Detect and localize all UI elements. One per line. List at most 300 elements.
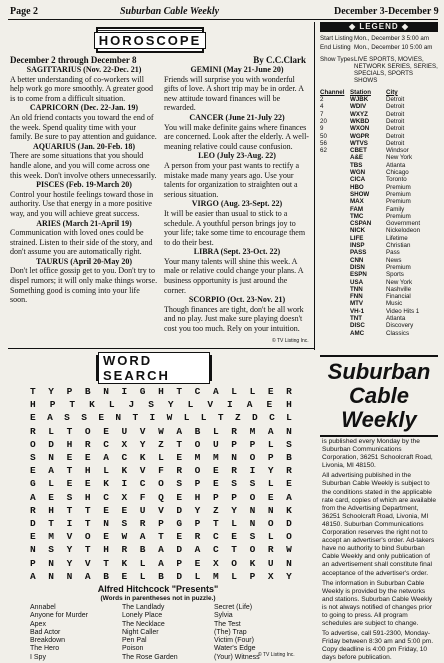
city-name: Financial [386, 293, 411, 301]
word-list-item: (Your) Witness [214, 653, 260, 661]
grid-letter: T [158, 531, 164, 543]
channel-number: 4 [320, 103, 324, 111]
grid-letter: G [176, 518, 183, 530]
legend-row [320, 300, 438, 307]
station-name: CNN [350, 256, 364, 264]
grid-letter: P [267, 452, 274, 464]
city-name: Discovery [386, 322, 414, 330]
city-name: Nashville [386, 285, 412, 293]
word-search-banner [96, 355, 212, 381]
grid-letter: U [212, 438, 219, 450]
channel-number [320, 176, 350, 183]
grid-letter: O [158, 478, 164, 490]
city-name: Premium [386, 212, 411, 220]
grid-letter: E [121, 570, 128, 582]
grid-letter: S [121, 518, 128, 530]
station-name: MTV [350, 300, 364, 308]
legend-row [320, 147, 438, 154]
channel-number: 20 [320, 117, 327, 125]
grid-letter: O [194, 465, 201, 477]
grid-letter: T [217, 412, 224, 424]
grid-letter: E [66, 452, 73, 464]
grid-letter: N [286, 425, 292, 437]
channel-number [320, 162, 350, 169]
grid-letter: T [212, 518, 219, 530]
grid-letter: L [139, 570, 146, 582]
word-list-item: Poison [122, 645, 144, 653]
zodiac-sign-heading: SCORPIO (Oct. 23-Nov. 21) [188, 295, 286, 305]
grid-letter: N [103, 386, 109, 397]
channel-number [320, 191, 350, 198]
logo-box [320, 355, 438, 437]
grid-letter: S [81, 412, 87, 424]
zodiac-sign-heading: LIBRA (Sept. 23-Oct. 22) [193, 247, 281, 257]
city-name: Nickelodeon [386, 227, 421, 235]
station-name: PASS [350, 249, 367, 257]
word-list-item: The Hero [30, 645, 60, 653]
grid-letter: E [48, 491, 54, 503]
grid-letter: A [246, 399, 253, 411]
grid-letter: T [84, 504, 91, 516]
grid-letter: L [231, 386, 237, 397]
word-list-item: Secret (Life) [214, 604, 253, 611]
grid-letter: O [249, 491, 256, 503]
grid-letter: E [231, 531, 237, 543]
horoscope-column-1 [10, 65, 158, 305]
grid-letter: K [103, 478, 109, 490]
grid-letter: L [200, 412, 207, 424]
grid-letter: B [84, 386, 91, 397]
grid-letter: P [158, 518, 164, 530]
city-name: News [386, 256, 402, 264]
grid-letter: A [47, 412, 53, 424]
word-search-title: Alfred Hitchcock "Presents" [97, 584, 219, 594]
grid-letter: A [30, 491, 36, 503]
start-label: Start Listing [320, 35, 353, 42]
grid-letter: I [66, 518, 73, 530]
grid-letter: A [103, 452, 109, 464]
legend-row [320, 176, 438, 183]
station-name: CBET [350, 147, 367, 155]
word-list-item: Annabel [30, 604, 56, 611]
city-name: Detroit [386, 125, 405, 133]
station-header: Station [350, 88, 371, 96]
grid-letter: E [212, 465, 219, 477]
grid-letter: E [194, 557, 201, 569]
station-name: INSP [350, 242, 365, 250]
grid-letter: D [252, 412, 258, 424]
grid-letter: N [231, 452, 237, 464]
channel-number [320, 198, 350, 205]
grid-letter: S [249, 531, 256, 543]
grid-letter: P [176, 557, 183, 569]
grid-letter: Y [231, 504, 237, 516]
word-list-item: Breakdown [30, 637, 66, 645]
grid-letter: T [176, 438, 183, 450]
station-name: TNN [350, 285, 363, 293]
grid-letter: P [30, 557, 36, 569]
grid-letter: K [249, 557, 256, 569]
zodiac-sign-text: Control your hostile feelings toward those in authority. Use that energy in a more positive way, and you will achieve great success. [10, 189, 154, 218]
city-name: Christian [386, 242, 411, 250]
grid-letter: C [194, 386, 201, 397]
grid-letter: B [158, 570, 164, 582]
grid-letter: L [286, 412, 292, 424]
channel-number [320, 271, 350, 278]
legend-row [320, 184, 438, 191]
grid-letter: Z [212, 504, 219, 516]
end-listing-row [320, 44, 438, 51]
legend-row [320, 264, 438, 271]
zodiac-sign-heading: CAPRICORN (Dec. 22-Jan. 19) [29, 103, 139, 113]
zodiac-sign-text: There are some situations that you should handle alone, and you will come across one this week. Don't involve others unnecessarily. [10, 151, 157, 180]
word-list-item: Night Caller [122, 628, 159, 636]
grid-letter: E [84, 452, 91, 464]
grid-row [30, 398, 292, 411]
grid-letter: V [84, 557, 91, 569]
grid-letter: F [158, 465, 164, 477]
channel-number [320, 286, 350, 293]
grid-letter: K [139, 452, 146, 464]
grid-letter: V [139, 465, 146, 477]
grid-letter: T [48, 518, 54, 530]
station-name: TMC [350, 212, 364, 220]
grid-letter: T [66, 504, 73, 516]
grid-letter: V [139, 425, 146, 437]
grid-letter: X [267, 570, 274, 582]
city-name: Pass [386, 249, 400, 257]
grid-letter: L [187, 399, 194, 411]
grid-letter: N [103, 518, 109, 530]
grid-letter: P [231, 438, 237, 450]
word-list-item: The Test [214, 620, 241, 628]
word-list-item: Sylvia [214, 612, 233, 620]
city-name: Windsor [386, 147, 409, 155]
grid-letter: B [286, 452, 292, 464]
grid-letter: S [286, 438, 292, 450]
station-name: AMC [350, 329, 365, 337]
zodiac-sign-heading: TAURUS (April 20-May 20) [35, 256, 133, 266]
station-name: HBO [350, 183, 364, 191]
grid-letter: W [158, 425, 164, 437]
city-name: Premium [386, 190, 411, 198]
word-list-item: Water's Edge [214, 645, 256, 653]
station-name: SHOW [350, 190, 370, 198]
zodiac-sign-heading: LEO (July 23-Aug. 22) [198, 151, 276, 161]
station-name: CSPAN [350, 220, 372, 228]
station-name: LIFE [350, 234, 364, 242]
grid-letter: E [84, 478, 91, 490]
channel-number: 56 [320, 139, 327, 147]
grid-letter: N [48, 557, 54, 569]
grid-letter: T [84, 544, 91, 556]
word-list-item: The Rose Garden [122, 653, 178, 661]
station-name: ESPN [350, 271, 367, 279]
grid-letter: C [212, 531, 219, 543]
legend-bullet-left: ◆ [348, 22, 360, 31]
publication-name: Suburban Cable Weekly [120, 6, 220, 17]
legend-row [320, 322, 438, 329]
legend-rows [320, 96, 438, 337]
grid-letter: O [84, 531, 91, 543]
grid-letter: R [121, 544, 128, 556]
grid-letter: Y [66, 557, 73, 569]
end-label: End Listing [320, 44, 351, 52]
grid-letter: H [66, 438, 73, 450]
word-list-item: (The) Trap [214, 628, 247, 636]
grid-letter: C [103, 438, 109, 450]
legend-row [320, 154, 438, 161]
grid-letter: I [121, 386, 128, 397]
word-search-subtitle: (Words in parentheses not in puzzle.) [100, 595, 216, 602]
zodiac-sign-text: Friends will surprise you with wonderful gifts of love. A short trip may be in order. A new attitude toward finances will be rewarded. [164, 74, 304, 113]
zodiac-sign-heading: CANCER (June 21-July 22) [189, 112, 285, 122]
station-name: WJBK [350, 96, 369, 104]
city-name: Premium [386, 263, 411, 271]
grid-letter: E [30, 465, 36, 477]
header-rule [8, 19, 438, 20]
grid-letter: Y [48, 386, 54, 397]
grid-letter: L [231, 518, 237, 530]
channel-number [320, 257, 350, 264]
legend-row [320, 103, 438, 110]
zodiac-sign-heading: AQUARIUS (Jan. 20-Feb. 18) [33, 141, 135, 151]
grid-letter: M [249, 425, 256, 437]
logo-line-2: Cable [349, 383, 409, 408]
grid-letter: R [30, 425, 36, 437]
channel-number [320, 169, 350, 176]
grid-letter: A [176, 425, 183, 437]
grid-letter: U [139, 504, 146, 516]
grid-letter: V [66, 531, 73, 543]
grid-letter: T [103, 557, 109, 569]
grid-row [30, 477, 292, 490]
grid-letter: A [267, 425, 274, 437]
legend-row [320, 330, 438, 337]
grid-letter: D [286, 518, 292, 530]
grid-letter: S [64, 412, 70, 424]
grid-letter: P [194, 518, 201, 530]
grid-letter: V [158, 504, 164, 516]
show-types-row [320, 56, 438, 85]
grid-letter: A [139, 531, 146, 543]
grid-letter: L [249, 386, 256, 397]
grid-letter: D [30, 518, 36, 530]
horoscope-column-2 [164, 65, 310, 334]
grid-letter: S [249, 478, 256, 490]
date-range: December 3-December 9 [334, 6, 439, 17]
logo-line-1: Suburban [327, 359, 431, 384]
grid-letter: R [286, 465, 292, 477]
grid-letter: T [231, 544, 237, 556]
station-name: WXYZ [350, 110, 368, 118]
city-name: Lifetime [386, 234, 408, 242]
city-name: Premium [386, 183, 411, 191]
grid-letter: A [30, 570, 36, 582]
grid-row [30, 451, 292, 464]
grid-letter: E [212, 478, 219, 490]
grid-letter: U [267, 557, 274, 569]
grid-letter: A [194, 544, 201, 556]
grid-letter: E [30, 531, 36, 543]
column-divider [314, 22, 315, 350]
grid-letter: E [121, 504, 128, 516]
word-search-credit: © TV Listing Inc. [258, 652, 295, 658]
grid-letter: K [121, 465, 128, 477]
grid-letter: S [66, 491, 73, 503]
grid-letter: N [66, 570, 73, 582]
grid-letter: L [108, 399, 115, 411]
grid-row [30, 530, 292, 543]
word-list-item: Pen Pal [122, 637, 147, 645]
grid-letter: N [249, 518, 256, 530]
grid-letter: K [286, 504, 292, 516]
legend-title: LEGEND [359, 22, 399, 31]
station-name: A&E [350, 154, 364, 162]
about-paragraph-4: To advertise, call 591-2300, Monday-Friday between 8:30 am and 5:00 pm. Copy deadline is 4:00 pm Friday, 10 days before publication. [322, 630, 434, 662]
channel-number: 50 [320, 132, 327, 140]
grid-letter: A [158, 557, 164, 569]
grid-letter: T [69, 399, 76, 411]
legend-row [320, 125, 438, 132]
grid-letter: M [212, 452, 219, 464]
legend-row [320, 227, 438, 234]
grid-letter: N [30, 544, 36, 556]
grid-letter: B [103, 570, 109, 582]
city-name: Classics [386, 329, 410, 337]
city-name: Toronto [386, 176, 407, 184]
grid-letter: Z [234, 412, 241, 424]
channel-number [320, 220, 350, 227]
grid-letter: L [103, 465, 109, 477]
station-name: WGPR [350, 132, 370, 140]
legend-row [320, 111, 438, 118]
legend-row [320, 206, 438, 213]
word-list-item: Bad Actor [30, 628, 61, 636]
city-name: Sports [386, 271, 404, 279]
grid-letter: S [148, 399, 154, 411]
grid-letter: E [266, 399, 273, 411]
station-name: DISC [350, 322, 365, 330]
grid-row [30, 438, 292, 451]
zodiac-sign-text: It will be easier than usual to stick to a schedule. A youthful person brings joy to your life; take some time to encourage them to do their best. [164, 208, 306, 247]
word-search-banner-text: WORD SEARCH [98, 352, 210, 384]
grid-letter: S [48, 544, 54, 556]
city-name: Premium [386, 198, 411, 206]
station-name: FNN [350, 293, 363, 301]
grid-letter: M [194, 452, 201, 464]
zodiac-sign-heading: PISCES (Feb. 19-March 20) [36, 180, 132, 190]
legend-row [320, 140, 438, 147]
grid-letter: R [286, 386, 292, 397]
station-name: WKBD [350, 117, 370, 125]
end-value: Mon., December 10 5:00 am [354, 44, 433, 52]
grid-letter: R [267, 544, 274, 556]
station-name: WGN [350, 169, 366, 177]
station-name: WXON [350, 125, 370, 133]
city-name: Chicago [386, 169, 409, 177]
channel-number [320, 242, 350, 249]
zodiac-sign-heading: SAGITTARIUS (Nov. 22-Dec. 21) [26, 65, 142, 74]
grid-row [30, 557, 292, 570]
grid-letter: T [132, 412, 139, 424]
channel-number [320, 184, 350, 191]
legend-row [320, 242, 438, 249]
channel-number [320, 293, 350, 300]
word-list-item: Anyone for Murder [30, 612, 88, 620]
city-name: Detroit [386, 96, 405, 104]
grid-letter: J [128, 399, 135, 411]
legend-bullet-right: ◆ [398, 22, 410, 31]
grid-letter: P [49, 399, 56, 411]
channel-number [320, 264, 350, 271]
grid-letter: M [48, 531, 54, 543]
channel-number [320, 322, 350, 329]
grid-letter: H [286, 399, 292, 411]
grid-letter: L [139, 557, 146, 569]
legend-row [320, 279, 438, 286]
grid-letter: H [48, 504, 54, 516]
start-listing-row [320, 35, 438, 42]
horoscope-banner-text: HOROSCOPE [94, 32, 207, 49]
grid-letter: C [139, 478, 146, 490]
city-name: New York [386, 278, 413, 286]
grid-letter: E [98, 412, 105, 424]
grid-row [30, 425, 292, 438]
grid-letter: D [48, 438, 54, 450]
grid-letter: L [48, 478, 54, 490]
grid-letter: H [84, 465, 91, 477]
city-name: Atlanta [386, 161, 406, 169]
page-number: Page 2 [10, 6, 39, 17]
city-name: Detroit [386, 117, 405, 125]
word-list-item: The Landlady [122, 604, 165, 611]
grid-letter: X [212, 557, 219, 569]
grid-letter: C [269, 412, 275, 424]
station-name: WTVS [350, 139, 368, 147]
grid-letter: Y [286, 570, 292, 582]
channel-number: 7 [320, 110, 324, 118]
grid-row [30, 464, 292, 477]
word-search-grid [30, 385, 292, 583]
grid-letter: W [286, 544, 292, 556]
channel-number: 9 [320, 125, 324, 133]
grid-row [30, 504, 292, 517]
channel-number [320, 213, 350, 220]
zodiac-sign-text: Don't let office gossip get to you. Don't try to dispel rumors; it will only make things worse. Something good is coming into your life soon. [10, 266, 158, 305]
grid-letter: U [121, 425, 128, 437]
grid-letter: H [158, 386, 164, 397]
channel-number [320, 227, 350, 234]
grid-row [30, 517, 292, 530]
grid-letter: B [194, 425, 201, 437]
grid-letter: O [249, 452, 256, 464]
station-name: VH-1 [350, 307, 365, 315]
grid-letter: T [66, 425, 73, 437]
word-list-item: Lonely Place [122, 612, 163, 620]
grid-letter: N [249, 504, 256, 516]
zodiac-sign-text: A better understanding of co-workers will help work go more smoothly. A greater good is to come from a difficult situation. [10, 74, 154, 103]
station-name: USA [350, 278, 364, 286]
show-types-label: Show Types [320, 55, 354, 63]
start-value: Mon., December 3 5:00 am [354, 35, 429, 42]
grid-letter: O [249, 544, 256, 556]
word-list-2 [122, 604, 210, 662]
grid-letter: R [231, 425, 237, 437]
grid-letter: K [121, 557, 128, 569]
word-list-item: The Necklace [122, 620, 165, 628]
grid-letter: D [176, 544, 183, 556]
